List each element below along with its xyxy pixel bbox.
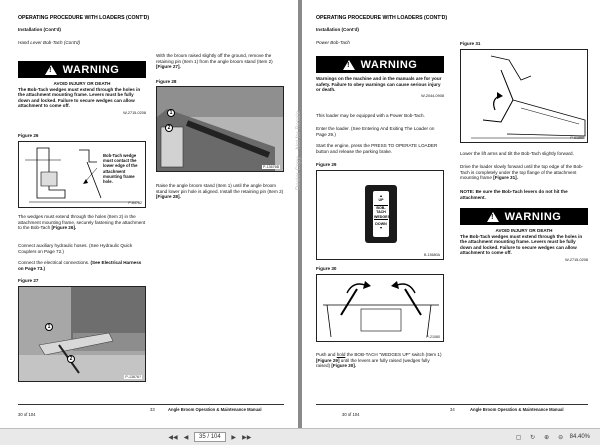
warning-code: W-2044-0908 [421, 93, 444, 98]
warning-triangle-icon: ! [343, 60, 355, 70]
broom-stand-photo [19, 287, 146, 382]
last-page-icon[interactable]: ▶▶ [242, 434, 252, 441]
zoom-out-icon[interactable]: ⊖ [558, 434, 564, 441]
figure-31 [460, 49, 588, 143]
warning-body: The Bob-Tach wedges must extend through the holes in the attachment mounting frame. Levers must be fully down and locked. Failure to secure wedges can allow attachment to come off. [460, 233, 583, 256]
zoom-level[interactable]: 84.40% [569, 434, 590, 440]
switch-label: BOB-TACH WEDGES [374, 205, 390, 219]
section-subtitle: Power Bob-Tach [316, 40, 350, 45]
warning-line1: AVOID INJURY OR DEATH [53, 81, 111, 86]
wedges-switch [373, 191, 389, 237]
left-page [0, 0, 298, 428]
warning-box [460, 208, 588, 264]
switch-down-arrow-icon: ▼ [379, 226, 383, 231]
paragraph: Start the engine, press the PRESS TO OPERATE LOADER button and release the parking brake. [316, 143, 438, 154]
figure-code: P-13676? [125, 375, 141, 379]
levers-raised-illustration [317, 275, 444, 342]
figure-code: P-21080 [426, 335, 440, 339]
right-page [302, 0, 600, 428]
item-2-callout: 2 [67, 355, 75, 363]
switch-down-label: DOWN [375, 222, 387, 227]
figure-label: Figure 27 [18, 278, 39, 283]
switch-up-arrow-icon: ▲ [379, 194, 383, 198]
next-page-icon[interactable]: ▶ [231, 434, 237, 441]
warning-triangle-icon: ! [487, 212, 499, 222]
prev-page-icon[interactable]: ◀ [183, 434, 189, 441]
page-heading: OPERATING PROCEDURE WITH LOADERS (CONT'D) [18, 15, 150, 21]
paragraph: The wedges must extend through the holes (Item 2) in the attachment mounting frame, securely fastening the attachment to the Bob-Tach [Figure 26]. [18, 214, 146, 231]
footer-page-index: 30 of 104 [18, 412, 36, 417]
warning-code: W-2715-0208 [565, 257, 588, 262]
note: NOTE: Be sure the Bob-Tach levers do not hit the attachment. [460, 189, 568, 200]
warning-line1: AVOID INJURY OR DEATH [495, 228, 553, 233]
figure-label: Figure 29 [316, 162, 337, 167]
item-1-callout: 1 [167, 109, 175, 117]
item-1-callout: 1 [45, 323, 53, 331]
paragraph: Push and hold the BOB-TACH "WEDGES UP" switch (Item 1) [Figure 29] until the levers are fully raised (wedges fully raised) [Figure 30]. [316, 352, 442, 369]
switch-up-label: UP [378, 198, 384, 203]
footer-rule [316, 404, 588, 405]
broom-raised-photo [157, 87, 284, 172]
figure-code: P-13676B [263, 165, 279, 169]
paragraph: Connect the electrical connections. (See Electrical Harness on Page 73.) [18, 260, 142, 271]
wedges-switch-panel [365, 185, 397, 243]
viewer-toolbar [0, 428, 600, 445]
section-subheading: Installation (Cont'd) [18, 27, 61, 32]
figure-label: Figure 31 [460, 41, 481, 46]
figure-code: B-15680A [424, 253, 440, 257]
section-subtitle: Hand Lever Bob-Tach (Cont'd) [18, 40, 80, 45]
figure-callout-text: Bob-Tach wedge must contact the lower edge of the attachment mounting frame hole. [103, 153, 138, 185]
figure-code: P-64782 [128, 201, 142, 205]
rotate-icon[interactable]: ↻ [530, 434, 536, 441]
footer-title: Angle Broom Operation & Maintenance Manual [168, 407, 262, 412]
figure-label: Figure 30 [316, 266, 337, 271]
warning-body: The Bob-Tach wedges must extend through the holes in the attachment mounting frame. Levers must be fully down and locked. Failure to secure wedges can allow attachment to come off. [18, 86, 141, 109]
figure-label: Figure 26 [18, 133, 39, 138]
warning-triangle-icon: ! [45, 65, 57, 75]
page-heading: OPERATING PROCEDURE WITH LOADERS (CONT'D) [316, 15, 448, 21]
paragraph: Enter the loader. (See Entering And Exiting The Loader on Page 29.) [316, 126, 435, 137]
figure-26 [18, 141, 146, 208]
figure-27-photo [18, 286, 146, 382]
footer-title: Angle Broom Operation & Maintenance Manual [470, 407, 564, 412]
footer-page-index: 30 of 104 [342, 412, 360, 417]
page-current: 35 [199, 434, 206, 440]
paragraph: This loader may be equipped with a Power Bob-Tach. [316, 113, 425, 118]
page-number-input[interactable] [194, 432, 226, 442]
item-2-callout: 2 [165, 124, 173, 132]
figure-code: P-61860 [570, 136, 584, 140]
paragraph: Drive the loader slowly forward until the top edge of the Bob-Tach is completely under the top flange of the attachment mounting frame [Figure 31]. [460, 164, 584, 181]
footer-page-number: 34 [450, 407, 455, 412]
paragraph: Raise the angle broom stand (Item 1) until the angle broom stand lower pin hole is aligned. Install the retaining pin (Item 2) [Figure 28]. [156, 183, 284, 200]
zoom-in-icon[interactable]: ⊕ [544, 434, 550, 441]
warning-title: WARNING [360, 58, 418, 71]
figure-30 [316, 274, 444, 342]
figure-29 [316, 170, 444, 260]
first-page-icon[interactable]: ◀◀ [168, 434, 178, 441]
warning-box [316, 56, 444, 99]
footer-rule [18, 404, 284, 405]
paragraph: Connect auxiliary hydraulic hoses. (See Hydraulic Quick Couplers on Page 72.) [18, 243, 133, 254]
footer-page-number: 33 [150, 407, 155, 412]
bob-tach-tilt-illustration [461, 50, 588, 143]
warning-body: Warnings on the machine and in the manuals are for your safety. Failure to obey warnings can cause serious injury or death. [316, 76, 442, 93]
figure-label: Figure 28 [156, 79, 177, 84]
warning-title: WARNING [504, 210, 562, 223]
section-subheading: Installation (Cont'd) [316, 27, 359, 32]
fit-page-icon[interactable]: ▢ [515, 434, 522, 441]
paragraph: With the broom raised slightly off the ground, remove the retaining pin (Item 1) from the angle broom stand (Item 2) [Figure 27]. [156, 53, 273, 70]
figure-28-photo [156, 86, 284, 172]
warning-code: W-2715-0208 [123, 110, 146, 115]
watermark: Dealer Copy -- Not for Resale [296, 110, 302, 190]
warning-box [18, 61, 146, 117]
paragraph: Lower the lift arms and tilt the Bob-Tach slightly forward. [460, 151, 574, 156]
page-total: / 104 [207, 434, 221, 440]
warning-title: WARNING [62, 63, 120, 76]
